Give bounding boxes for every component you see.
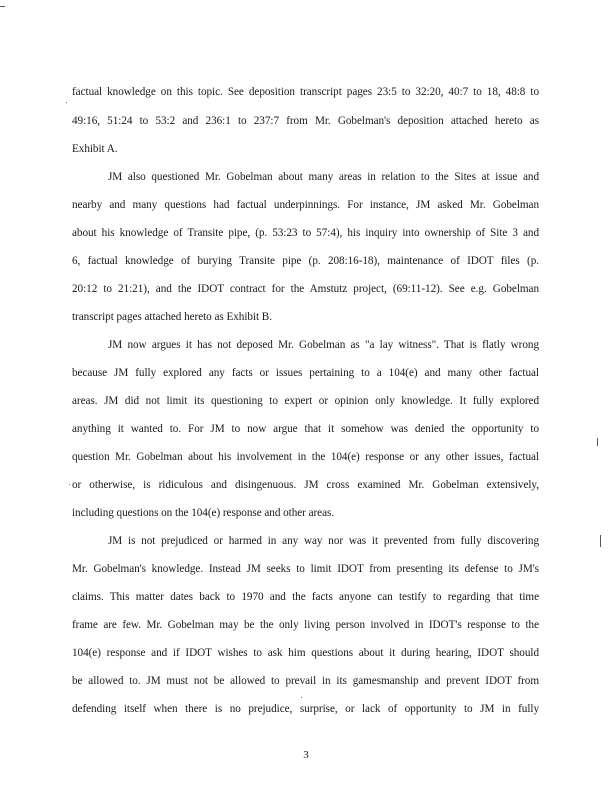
scan-speck	[66, 102, 67, 103]
paragraph-4-line-5: 104(e) response and if IDOT wishes to ask him questions about it during hearing, IDOT should	[72, 647, 539, 659]
paragraph-2-line-1: JM also questioned Mr. Gobelman about many areas in relation to the Sites at issue and	[108, 171, 539, 183]
paragraph-3-line-5: question Mr. Gobelman about his involvement in the 104(e) response or any other issues, factual	[72, 451, 539, 463]
paragraph-3-line-1: JM now argues it has not deposed Mr. Gobelman as "a lay witness". That is flatly wrong	[108, 339, 539, 351]
paragraph-2-line-2: nearby and many questions had factual underpinnings. For instance, JM asked Mr. Gobelman	[72, 199, 539, 211]
paragraph-4-line-2: Mr. Gobelman's knowledge. Instead JM seeks to limit IDOT from presenting its defense to JM's	[72, 563, 539, 575]
scan-mark-top-left	[0, 6, 5, 7]
paragraph-1-line-1: factual knowledge on this topic. See deposition transcript pages 23:5 to 32:20, 40:7 to 18, 48:8 to	[72, 86, 539, 98]
scan-speck	[301, 697, 302, 698]
paragraph-3-line-3: areas. JM did not limit its questioning to expert or opinion only knowledge. It fully explored	[72, 395, 539, 407]
paragraph-3-line-4: anything it wanted to. For JM to now argue that it somehow was denied the opportunity to	[72, 423, 539, 435]
paragraph-3-line-7: including questions on the 104(e) response and other areas.	[72, 507, 335, 519]
paragraph-4-line-3: claims. This matter dates back to 1970 and the facts anyone can testify to regarding that time	[72, 591, 539, 603]
paragraph-3-line-2: because JM fully explored any facts or issues pertaining to a 104(e) and many other factual	[72, 367, 539, 379]
paragraph-4-line-4: frame are few. Mr. Gobelman may be the only living person involved in IDOT's response to the	[72, 619, 539, 631]
paragraph-4-line-6: be allowed to. JM must not be allowed to prevail in its gamesmanship and prevent IDOT from	[72, 675, 539, 687]
scan-mark-right-1	[597, 438, 598, 446]
paragraph-4-line-7: defending itself when there is no prejudice, surprise, or lack of opportunity to JM in fully	[72, 703, 539, 715]
paragraph-4-line-1: JM is not prejudiced or harmed in any way nor was it prevented from fully discovering	[108, 535, 539, 547]
paragraph-3-line-6: or otherwise, is ridiculous and disingenuous. JM cross examined Mr. Gobelman extensively,	[72, 479, 539, 491]
paragraph-2-line-4: 6, factual knowledge of burying Transite pipe (p. 208:16-18), maintenance of IDOT files (p.	[72, 255, 539, 267]
paragraph-1-line-3: Exhibit A.	[72, 143, 118, 155]
scan-speck	[69, 484, 70, 485]
paragraph-2-line-5: 20:12 to 21:21), and the IDOT contract for the Amstutz project, (69:11-12). See e.g. Gobelman	[72, 283, 539, 295]
paragraph-2-line-6: transcript pages attached hereto as Exhibit B.	[72, 311, 272, 323]
scan-mark-right-2	[600, 535, 601, 547]
page-number: 3	[303, 749, 309, 761]
paragraph-2-line-3: about his knowledge of Transite pipe, (p. 53:23 to 57:4), his inquiry into ownership of Site 3 and	[72, 227, 539, 239]
paragraph-1-line-2: 49:16, 51:24 to 53:2 and 236:1 to 237:7 from Mr. Gobelman's deposition attached hereto as	[72, 115, 539, 127]
